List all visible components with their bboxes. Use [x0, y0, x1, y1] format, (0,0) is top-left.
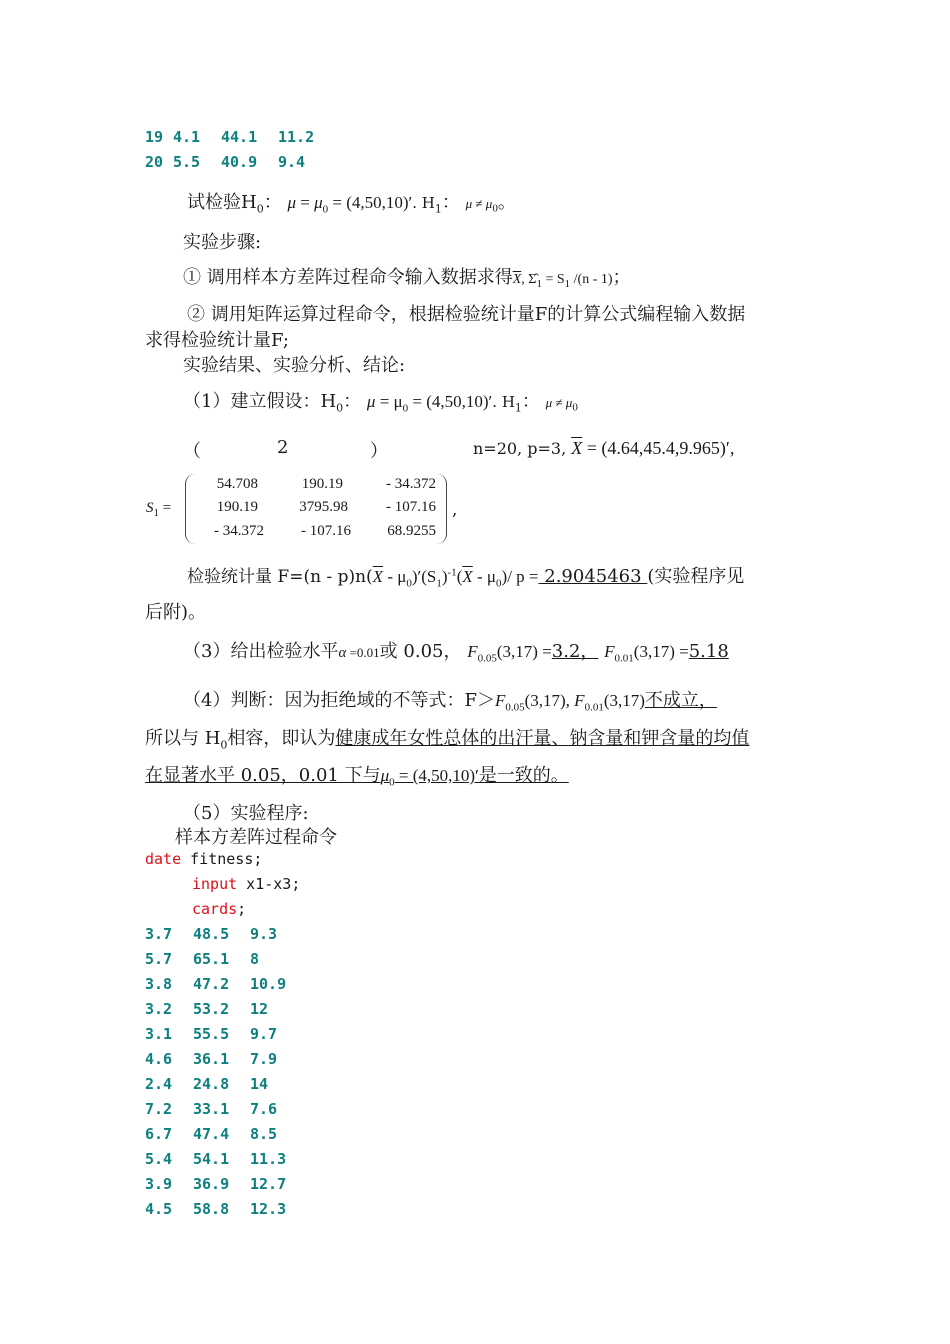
eq: = — [159, 500, 172, 516]
f-crit-001: 5.18 — [688, 641, 729, 662]
sub: 0 — [389, 776, 395, 789]
part2-np-line — [473, 438, 734, 459]
sub: 0.01 — [584, 701, 604, 714]
mu0: μ — [314, 193, 323, 212]
cell: 11.2 — [278, 128, 315, 146]
cell: 5.5 — [173, 153, 201, 171]
aval: =0.01 — [346, 645, 380, 660]
cell: 3.1 — [145, 1025, 173, 1043]
sub: 0 — [496, 577, 502, 590]
text: ： — [343, 391, 362, 412]
text: (实验程序见 — [647, 566, 745, 587]
cell: 4.6 — [145, 1050, 173, 1068]
sub: 1 — [436, 577, 442, 590]
text: ； — [612, 267, 631, 288]
sub: 1 — [564, 277, 571, 290]
arg: (3,17) = — [633, 642, 689, 661]
cell: 6.7 — [145, 1125, 173, 1143]
sup: -1 — [447, 566, 457, 579]
matrix-cell: 68.9255 — [387, 523, 436, 539]
data-row-20 — [145, 153, 305, 171]
f-statistic-line — [187, 562, 744, 589]
cell: 19 — [145, 128, 164, 146]
cell: 5.7 — [145, 950, 173, 968]
arg: (3,17) = — [496, 642, 552, 661]
cell: 7.6 — [250, 1100, 278, 1118]
matrix-cell: 3795.98 — [299, 499, 348, 515]
data-row — [145, 1175, 286, 1193]
cell: 53.2 — [193, 1000, 230, 1018]
covariance-matrix — [185, 474, 447, 544]
tail: /(n - 1) — [570, 272, 613, 287]
cell: 12.7 — [250, 1175, 287, 1193]
text: 不成立， — [644, 690, 717, 711]
keyword: cards — [192, 900, 238, 918]
step-1 — [183, 263, 631, 290]
part4-line1 — [183, 686, 717, 713]
cell: 47.4 — [193, 1125, 230, 1143]
keyword: input — [192, 875, 238, 893]
code: x1-x3; — [237, 875, 301, 893]
text: 。 — [497, 192, 516, 213]
sub: 0 — [406, 577, 412, 590]
sub: 0 — [572, 401, 578, 414]
data-row — [145, 1075, 268, 1093]
matrix-cell: 54.708 — [216, 476, 258, 492]
cell: 11.3 — [250, 1150, 287, 1168]
sub: 1 — [536, 277, 542, 290]
matrix-cell: - 107.16 — [301, 523, 351, 539]
cell: 3.7 — [145, 925, 173, 943]
mu: μ — [287, 193, 296, 212]
code-line-date — [145, 850, 262, 868]
text: 检验统计量 F=(n - p)n( — [187, 567, 373, 587]
matrix-cell: - 107.16 — [386, 499, 436, 515]
part2-close: ） — [370, 441, 388, 462]
text: n=20, p=3, — [473, 439, 567, 458]
math: - μ — [472, 567, 497, 586]
matrix-cell: - 34.372 — [386, 476, 436, 492]
keyword: date — [145, 850, 182, 868]
text: . H — [412, 194, 435, 212]
cell: 9.3 — [250, 925, 278, 943]
cell: 58.8 — [193, 1200, 230, 1218]
matrix-cell: 190.19 — [301, 476, 343, 492]
f: F — [604, 642, 615, 661]
text: 在显著水平 0.05，0.01 下与 — [145, 765, 381, 786]
text: ： — [441, 192, 460, 213]
matrix-cell: 190.19 — [216, 499, 258, 515]
cell: 7.9 — [250, 1050, 278, 1068]
f-crit-005: 3.2， — [551, 641, 599, 662]
vector: = (4,50,10)′ — [394, 766, 479, 785]
sub: 0.05 — [477, 652, 497, 665]
sub: 0 — [402, 402, 409, 415]
text: ： — [521, 391, 540, 412]
hypothesis-line — [183, 387, 578, 415]
f: F — [574, 691, 585, 710]
xbar: $\overline{X}$ — [512, 272, 522, 287]
proc-title: 样本方差阵过程命令 — [175, 827, 337, 848]
cell: 14 — [250, 1075, 269, 1093]
math: - μ — [383, 567, 407, 586]
sub: 0 — [220, 738, 228, 752]
part5-title: （5）实验程序: — [183, 803, 309, 824]
math: )/ p = — [501, 567, 539, 586]
cell: 47.2 — [193, 975, 230, 993]
part4-line2 — [145, 724, 749, 752]
text: 或 0.05， — [379, 641, 462, 662]
test-hypothesis-line — [187, 188, 516, 216]
data-row — [145, 925, 277, 943]
text: 是一致的。 — [478, 765, 569, 786]
vector: = (4,50,10)′ — [328, 193, 413, 212]
data-row — [145, 1100, 277, 1118]
part2-num: 2 — [277, 437, 289, 458]
text: 相容，即认为 — [227, 728, 336, 749]
cell: 9.4 — [278, 153, 306, 171]
f: F — [494, 691, 506, 710]
cell: 55.5 — [193, 1025, 230, 1043]
text: 试检验H — [187, 192, 257, 213]
part3-line — [183, 637, 729, 664]
text: 健康成年女性总体的出汗量、钠含量和钾含量的均值 — [335, 728, 750, 749]
sub: 0 — [256, 202, 264, 216]
data-row — [145, 1050, 277, 1068]
cell: 24.8 — [193, 1075, 230, 1093]
data-row — [145, 1000, 268, 1018]
cell: 10.9 — [250, 975, 287, 993]
mu: μ — [366, 392, 376, 411]
cell: 40.9 — [221, 153, 258, 171]
cell: 8 — [250, 950, 260, 968]
code-line-cards — [192, 900, 246, 918]
cell: 5.4 — [145, 1150, 173, 1168]
xbar: $\overline{X}$ — [462, 567, 473, 586]
sub: 0.05 — [505, 701, 525, 714]
cell: 2.4 — [145, 1075, 173, 1093]
cell: 36.1 — [193, 1050, 230, 1068]
cell: 3.9 — [145, 1175, 173, 1193]
math: )′(S — [411, 567, 437, 586]
code: ; — [237, 900, 247, 918]
results-title: 实验结果、实验分析、结论: — [183, 355, 406, 376]
arg: (3,17), — [524, 691, 570, 710]
sub: 0 — [336, 401, 344, 415]
code: fitness; — [181, 850, 263, 868]
cell: 7.2 — [145, 1100, 173, 1118]
cell: 9.7 — [250, 1025, 278, 1043]
text: ① 调用样本方差阵过程命令输入数据求得 — [183, 267, 513, 288]
vector: = (4,50,10)′ — [408, 392, 493, 411]
sub: 0 — [322, 203, 329, 216]
data-row — [145, 1150, 286, 1168]
f-statistic-line2: 后附)。 — [145, 602, 207, 623]
s: S — [146, 500, 154, 516]
sub: 1 — [514, 401, 522, 415]
data-row — [145, 1025, 277, 1043]
cell: 20 — [145, 153, 164, 171]
eq: = — [295, 193, 315, 212]
steps-title: 实验步骤: — [183, 232, 262, 253]
xbar: $\overline{X}$ — [571, 438, 583, 458]
sub: 1 — [153, 507, 159, 519]
data-row-19 — [145, 128, 314, 146]
matrix-cell: - 34.372 — [214, 523, 264, 539]
part4-line3 — [145, 761, 569, 788]
part2-open: （ — [183, 441, 201, 462]
cell: 4.1 — [173, 128, 201, 146]
arg: (3,17) — [603, 691, 645, 710]
cell: 54.1 — [193, 1150, 230, 1168]
code-line-input — [192, 875, 300, 893]
sub: 0.01 — [614, 652, 634, 665]
data-row — [145, 1200, 286, 1218]
text: （1）建立假设：H — [183, 391, 337, 412]
step-2-line1: ② 调用矩阵运算过程命令，根据检验统计量F的计算公式编程输入数据 — [187, 304, 746, 325]
text: （3）给出检验水平 — [183, 641, 339, 662]
cell: 4.5 — [145, 1200, 173, 1218]
f: F — [467, 642, 478, 661]
text: 所以与 H — [145, 728, 221, 749]
cell: 3.2 — [145, 1000, 173, 1018]
cell: 48.5 — [193, 925, 230, 943]
cell: 8.5 — [250, 1125, 278, 1143]
data-row — [145, 1125, 277, 1143]
cell: 33.1 — [193, 1100, 230, 1118]
math: ) — [441, 567, 448, 586]
step-2-line2: 求得检验统计量F; — [145, 330, 289, 351]
matrix-label — [146, 500, 171, 519]
matrix-trail: , — [452, 500, 458, 520]
text: ： — [263, 192, 282, 213]
sigma: , Σ̂ — [521, 272, 537, 287]
cell: 36.9 — [193, 1175, 230, 1193]
text: （4）判断：因为拒绝域的不等式：F＞ — [183, 690, 495, 711]
xbar: $\overline{X}$ — [372, 567, 384, 586]
alt: μ ≠ μ — [545, 395, 573, 410]
f-value: 2.9045463 — [538, 566, 648, 587]
cell: 3.8 — [145, 975, 173, 993]
cell: 12.3 — [250, 1200, 287, 1218]
cell: 12 — [250, 1000, 269, 1018]
eq: = μ — [375, 392, 403, 411]
eq: = S — [541, 272, 565, 287]
mu: μ — [380, 766, 390, 785]
cell: 65.1 — [193, 950, 230, 968]
alpha: α — [338, 645, 347, 661]
data-row — [145, 975, 286, 993]
sub: 1 — [434, 202, 442, 216]
alt: μ ≠ μ — [465, 196, 493, 211]
text: . H — [492, 393, 515, 411]
math: ( — [456, 567, 463, 586]
sub: 0 — [492, 202, 498, 215]
xval: = (4.64,45.4,9.965)′, — [582, 438, 735, 458]
cell: 44.1 — [221, 128, 258, 146]
data-row — [145, 950, 259, 968]
